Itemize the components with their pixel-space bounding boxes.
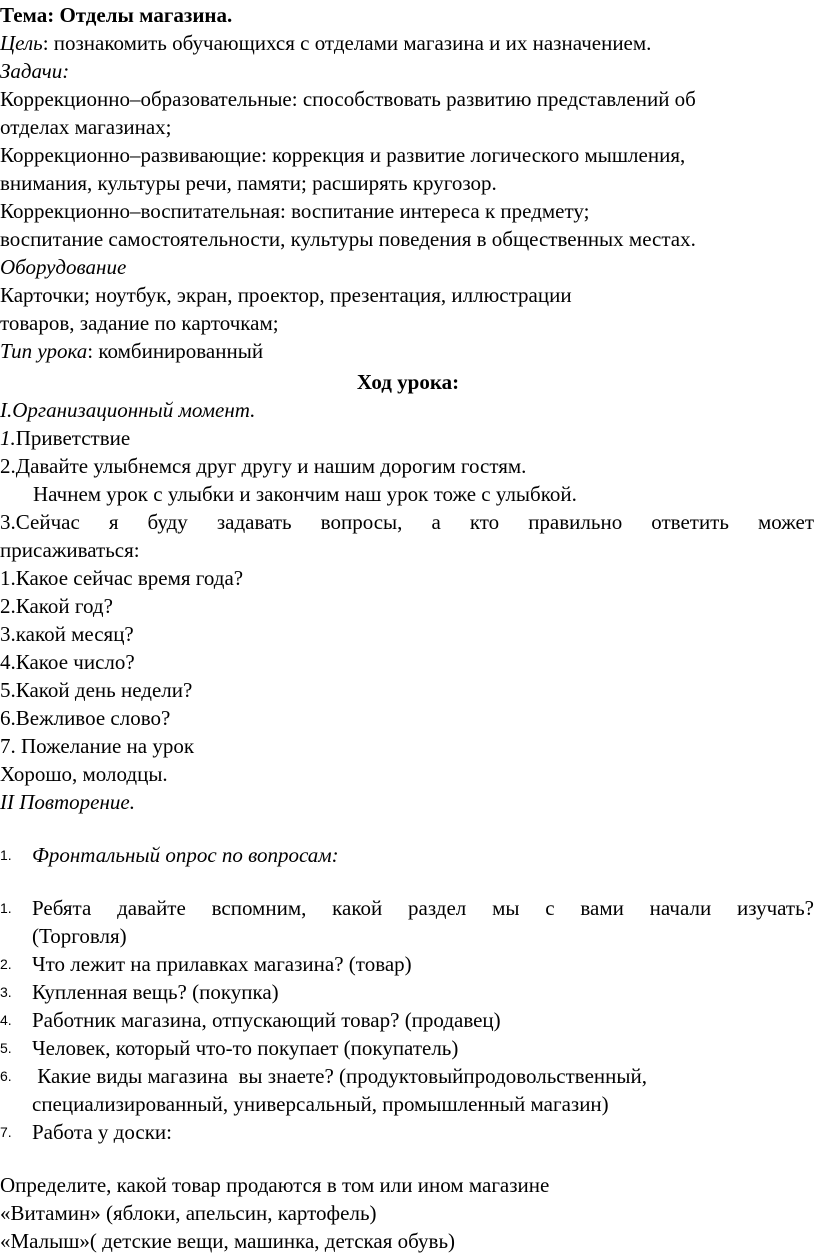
questions-intro-line-2: присаживаться: xyxy=(0,538,140,562)
question-item: 5.Какой день недели? xyxy=(0,678,193,702)
question-item: 1.Какое сейчас время года? xyxy=(0,566,244,590)
board-task-intro: Определите, какой товар продаются в том или ином магазине xyxy=(0,1173,550,1197)
review-item-num: 2. xyxy=(0,956,12,972)
question-item: 7. Пожелание на урок xyxy=(0,734,195,758)
task-2-line-1: Коррекционно–развивающие: коррекция и развитие логического мышления, xyxy=(0,143,686,167)
review-item-6-line-1: Какие виды магазина вы знаете? (продуктовыйпродовольственный, xyxy=(32,1064,647,1088)
lesson-type-line xyxy=(0,338,263,364)
review-item-7: Работа у доски: xyxy=(32,1120,172,1144)
course-title: Ход урока: xyxy=(356,370,460,394)
task-1-line-2: отделах магазинах; xyxy=(0,115,172,139)
review-item-1-line-1: Ребята давайте вспомним, какой раздел мы с вами начали изучать? xyxy=(32,896,814,920)
review-item-num: 1. xyxy=(0,900,12,916)
praise-line: Хорошо, молодцы. xyxy=(0,762,168,786)
smile-line: 2.Давайте улыбнемся друг другу и нашим дорогим гостям. xyxy=(0,454,527,478)
goal-line xyxy=(0,30,651,56)
greeting-text: Приветствие xyxy=(15,426,131,450)
topic-label: Тема: xyxy=(0,3,55,27)
lesson-type-value: : комбинированный xyxy=(87,339,264,363)
review-item-num: 7. xyxy=(0,1124,12,1140)
lesson-type-label: Тип урока xyxy=(0,339,88,363)
topic-line xyxy=(0,2,232,28)
question-item: 6.Вежливое слово? xyxy=(0,706,171,730)
tasks-label: Задачи: xyxy=(0,59,70,83)
review-item-2: Что лежит на прилавках магазина? (товар) xyxy=(32,952,412,976)
question-item: 4.Какое число? xyxy=(0,650,135,674)
frontal-num: 1. xyxy=(0,847,12,863)
review-item-5: Человек, который что-то покупает (покупатель) xyxy=(32,1036,459,1060)
task-3-line-2: воспитание самостоятельности, культуры поведения в общественных местах. xyxy=(0,227,696,251)
section-1-title: I.Организационный момент. xyxy=(0,398,256,422)
question-item: 2.Какой год? xyxy=(0,594,113,618)
greeting-num: 1. xyxy=(0,426,16,450)
review-item-1-line-2: (Торговля) xyxy=(32,924,127,948)
topic-value: Отделы магазина. xyxy=(54,3,233,27)
board-task-shop-1: «Витамин» (яблоки, апельсин, картофель) xyxy=(0,1201,377,1225)
section-2-title: II Повторение. xyxy=(0,790,135,814)
task-3-line-1: Коррекционно–воспитательная: воспитание интереса к предмету; xyxy=(0,199,590,223)
smile-continuation: Начнем урок с улыбки и закончим наш урок тоже с улыбкой. xyxy=(33,482,577,506)
review-item-3: Купленная вещь? (покупка) xyxy=(32,980,279,1004)
goal-value: : познакомить обучающихся с отделами магазина и их назначением. xyxy=(42,31,652,55)
equipment-label: Оборудование xyxy=(0,255,127,279)
review-item-num: 5. xyxy=(0,1040,12,1056)
task-1-line-1: Коррекционно–образовательные: способствовать развитию представлений об xyxy=(0,87,696,111)
equipment-line-1: Карточки; ноутбук, экран, проектор, презентация, иллюстрации xyxy=(0,283,572,307)
review-item-4: Работник магазина, отпускающий товар? (продавец) xyxy=(32,1008,501,1032)
review-item-num: 3. xyxy=(0,984,12,1000)
review-item-num: 6. xyxy=(0,1068,12,1084)
question-item: 3.какой месяц? xyxy=(0,622,134,646)
review-item-6-line-2: специализированный, универсальный, промышленный магазин) xyxy=(32,1092,609,1116)
equipment-line-2: товаров, задание по карточкам; xyxy=(0,311,279,335)
task-2-line-2: внимания, культуры речи, памяти; расширять кругозор. xyxy=(0,171,497,195)
questions-intro-line-1: 3.Сейчас я буду задавать вопросы, а кто правильно ответить может xyxy=(0,510,814,534)
frontal-text: Фронтальный опрос по вопросам: xyxy=(32,843,339,867)
board-task-shop-2: «Малыш»( детские вещи, машинка, детская обувь) xyxy=(0,1229,456,1253)
goal-label: Цель xyxy=(0,31,43,55)
review-item-num: 4. xyxy=(0,1012,12,1028)
greeting-line xyxy=(0,425,130,451)
